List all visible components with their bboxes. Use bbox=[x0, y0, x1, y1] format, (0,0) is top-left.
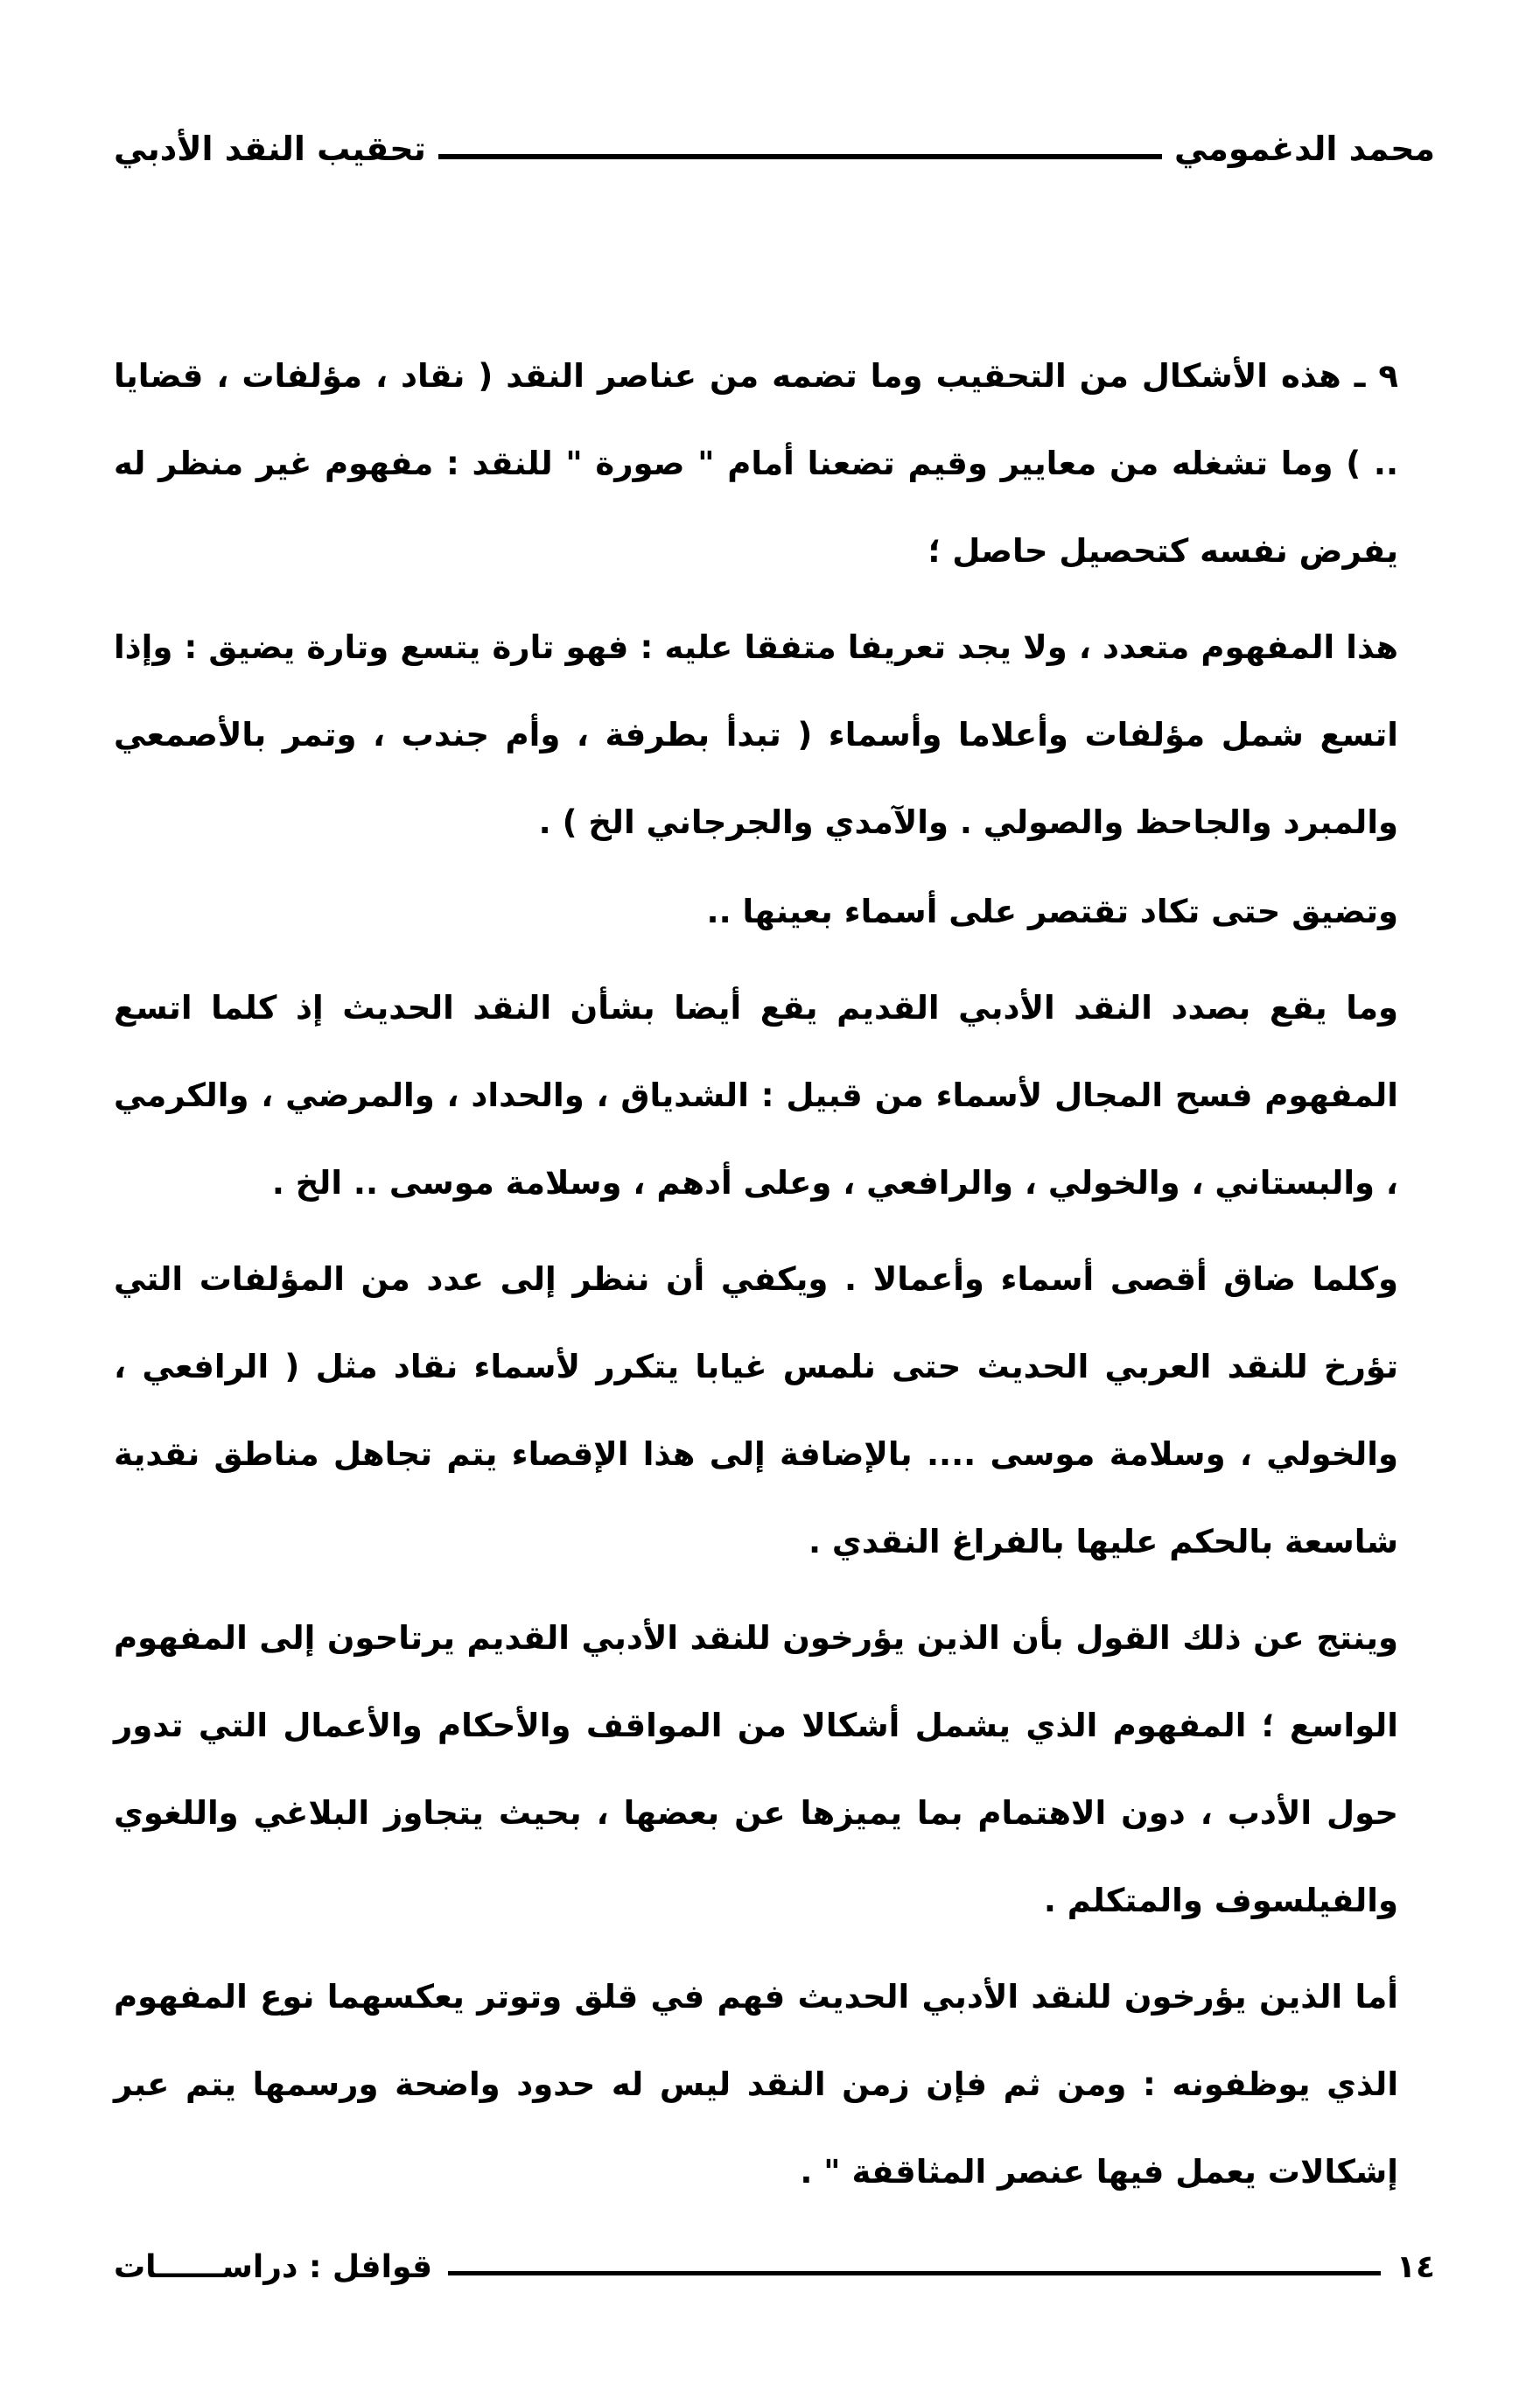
running-footer bbox=[114, 2240, 1435, 2293]
header-rule bbox=[438, 154, 1162, 159]
paragraph-6: وينتج عن ذلك القول بأن الذين يؤرخون للنقد الأدبي القديم يرتاحون إلى المفهوم الواسع ؛ المفهوم الذي يشمل أشكالا من المواقف والأحكام والأعمال التي تدور حول الأدب ، دون الاهتمام بما يميزها عن بعضها ، بحيث يتجاوز البلاغي واللغوي والفيلسوف والمتكلم . bbox=[114, 1619, 1398, 1919]
paragraph-1: ٩ ـ هذه الأشكال من التحقيب وما تضمه من عناصر النقد ( نقاد ، مؤلفات ، قضايا .. ) وما تشغله من معايير وقيم تضعنا أمام " صورة " للنقد : مفهوم غير منظر له يفرض نفسه كتحصيل حاصل ؛ bbox=[114, 357, 1398, 570]
footer-series: قوافل : دراســــــات bbox=[114, 2248, 433, 2285]
paragraph-2: هذا المفهوم متعدد ، ولا يجد تعريفا متفقا عليه : فهو تارة يتسع وتارة يضيق : وإذا اتسع شمل مؤلفات وأعلاما وأسماء ( تبدأ بطرفة ، وأم جندب ، وتمر بالأصمعي والمبرد والجاحظ والصولي . والآمدي والجرجاني الخ ) . bbox=[114, 628, 1398, 841]
footer-rule bbox=[448, 2271, 1381, 2275]
body-text bbox=[114, 333, 1435, 2218]
running-header bbox=[114, 123, 1435, 175]
paragraph-4: وما يقع بصدد النقد الأدبي القديم يقع أيضا بشأن النقد الحديث إذ كلما اتسع المفهوم فسح المجال لأسماء من قبيل : الشدياق ، والحداد ، والمرضي ، والكرمي ، والبستاني ، والخولي ، والرافعي ، وعلى أدهم ، وسلامة موسى .. الخ . bbox=[114, 989, 1398, 1202]
paragraph-7: أما الذين يؤرخون للنقد الأدبي الحديث فهم في قلق وتوتر يعكسهما نوع المفهوم الذي يوظفونه : ومن ثم فإن زمن النقد ليس له حدود واضحة ورسمها يتم عبر إشكالات يعمل فيها عنصر المثاقفة " . bbox=[114, 1978, 1398, 2191]
paragraph-3: وتضيق حتى تكاد تقتصر على أسماء بعينها .. bbox=[706, 893, 1398, 930]
header-title: تحقيب النقد الأدبي bbox=[114, 130, 426, 168]
paragraph-5: وكلما ضاق أقصى أسماء وأعمالا . ويكفي أن ننظر إلى عدد من المؤلفات التي تؤرخ للنقد العربي الحديث حتى نلمس غيابا يتكرر لأسماء نقاد مثل ( الرافعي ، والخولي ، وسلامة موسى .... بالإضافة إلى هذا الإقصاء يتم تجاهل مناطق نقدية شاسعة بالحكم عليها بالفراغ النقدي . bbox=[114, 1260, 1398, 1560]
header-author: محمد الدغمومي bbox=[1173, 130, 1435, 168]
page-number: ١٤ bbox=[1396, 2248, 1435, 2285]
